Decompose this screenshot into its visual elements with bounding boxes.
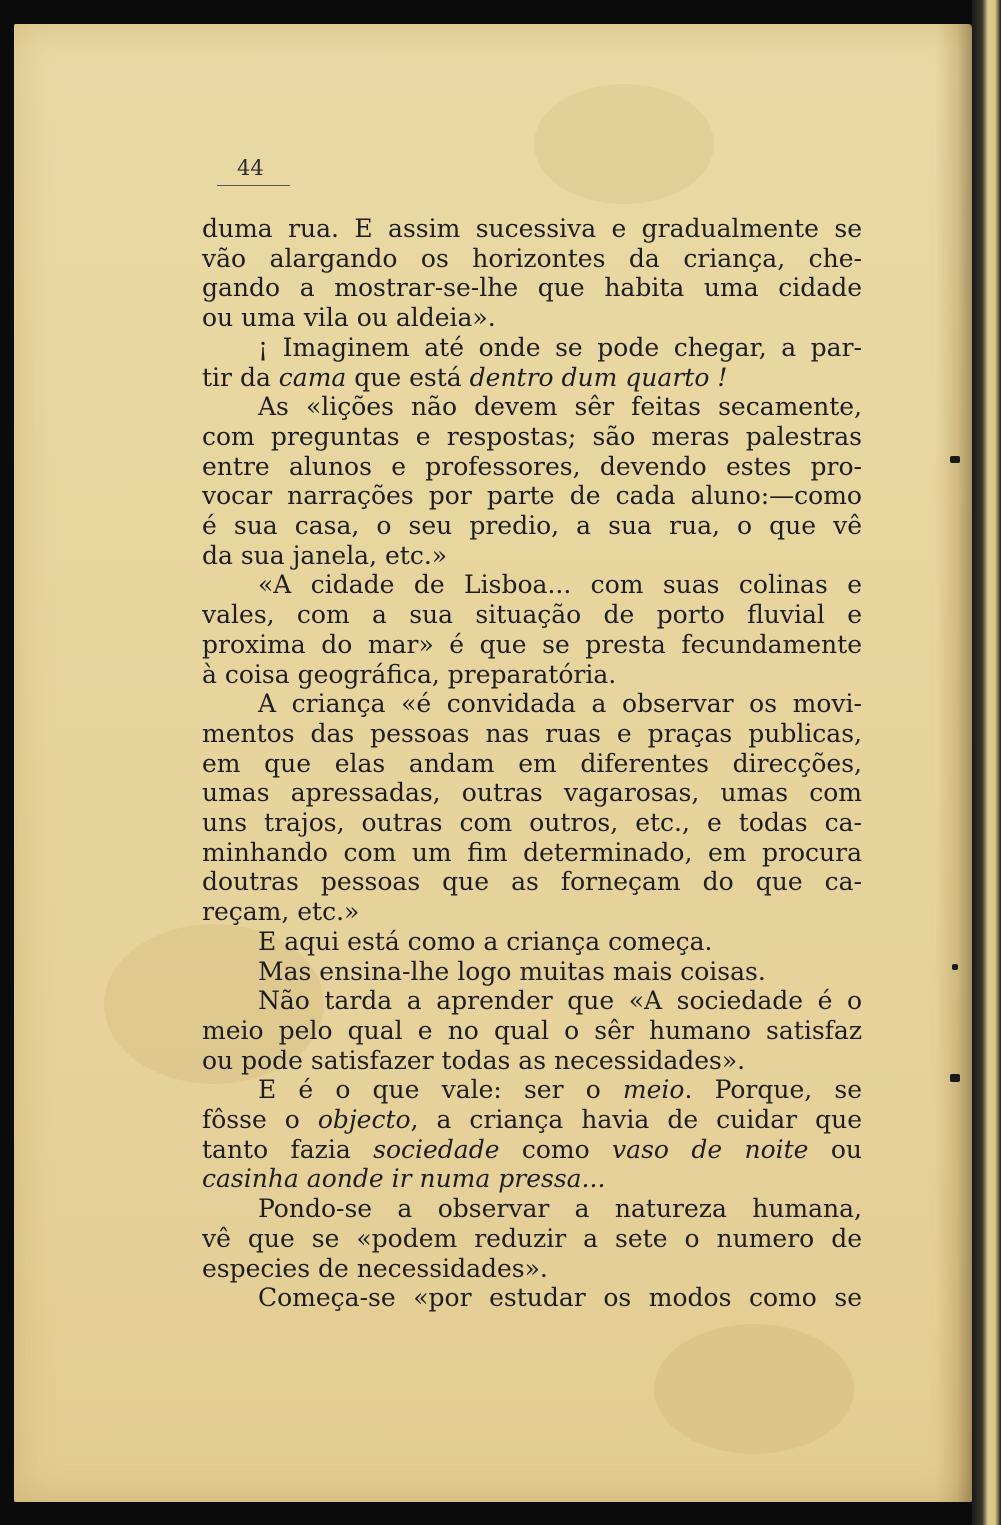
text-line — [202, 214, 862, 244]
italic-text-run: vaso de noite — [612, 1134, 809, 1164]
text-run: tanto fazia — [202, 1134, 374, 1164]
text-line — [202, 363, 862, 393]
body-text — [14, 24, 972, 1502]
text-run: com preguntas e respostas; são meras palestras — [202, 421, 862, 451]
text-line — [202, 303, 862, 333]
text-run: meio pelo qual e no qual o sêr humano satisfaz — [202, 1015, 862, 1045]
text-run: à coisa geográfica, preparatória. — [202, 659, 617, 689]
text-line — [202, 838, 862, 868]
text-line — [202, 273, 862, 303]
text-line — [202, 452, 862, 482]
margin-ink-mark — [952, 964, 958, 970]
text-line — [258, 927, 862, 957]
text-run: gando a mostrar-se-lhe que habita uma cidade — [202, 273, 862, 303]
text-run: da sua janela, etc.» — [202, 540, 448, 570]
text-line — [202, 867, 862, 897]
text-line — [202, 719, 862, 749]
text-run: como — [499, 1134, 613, 1164]
text-run: A criança «é convidada a observar os movi- — [258, 689, 862, 719]
text-line — [258, 957, 862, 987]
italic-text-run: casinha aonde ir numa pressa... — [202, 1164, 606, 1194]
text-run: Mas ensina-lhe logo muitas mais coisas. — [258, 956, 766, 986]
text-line — [202, 897, 862, 927]
text-line — [202, 422, 862, 452]
text-run: . Porque, se — [684, 1075, 862, 1105]
text-line — [202, 660, 862, 690]
text-run: ¡ Imaginem até onde se pode chegar, a par- — [258, 332, 862, 362]
text-run: reçam, etc.» — [202, 897, 360, 927]
text-line — [258, 333, 862, 363]
text-line — [258, 986, 862, 1016]
text-line — [202, 511, 862, 541]
book-spine — [972, 0, 1001, 1525]
text-run: proxima do mar» é que se presta fecundamente — [202, 629, 862, 659]
text-line — [202, 1224, 862, 1254]
text-run: mentos das pessoas nas ruas e praças publicas, — [202, 718, 862, 748]
text-run: vales, com a sua situação de porto fluvial e — [202, 600, 862, 630]
page-number: 44 — [237, 156, 264, 180]
italic-text-run: meio — [622, 1075, 685, 1105]
text-run: ou uma vila ou aldeia». — [202, 303, 496, 333]
text-line — [258, 1283, 862, 1313]
text-run: umas apressadas, outras vagarosas, umas com — [202, 778, 862, 808]
text-line — [202, 1016, 862, 1046]
text-line — [202, 1046, 862, 1076]
text-run: As «lições não devem sêr feitas secamente, — [258, 392, 862, 422]
text-line — [202, 749, 862, 779]
text-run: ou — [808, 1134, 862, 1164]
text-run: minhando com um fim determinado, em procura — [202, 837, 862, 867]
paper-page — [14, 24, 972, 1502]
text-line — [202, 808, 862, 838]
text-run: vê que se «podem reduzir a sete o numero de — [202, 1223, 862, 1253]
text-run: em que elas andam em diferentes direcções, — [202, 748, 862, 778]
text-run: Começa-se «por estudar os modos como se — [258, 1283, 862, 1313]
text-run: «A cidade de Lisboa... com suas colinas e — [258, 570, 862, 600]
margin-ink-mark — [950, 1074, 960, 1082]
text-run: vão alargando os horizontes da criança, che- — [202, 243, 862, 273]
text-line — [202, 600, 862, 630]
text-line — [202, 481, 862, 511]
text-line — [258, 689, 862, 719]
text-line — [202, 1135, 862, 1165]
text-run: doutras pessoas que as forneçam do que ca- — [202, 867, 862, 897]
text-line — [258, 570, 862, 600]
text-line — [202, 630, 862, 660]
text-line — [202, 1164, 862, 1194]
text-run: uns trajos, outras com outros, etc., e todas ca- — [202, 808, 862, 837]
text-line — [258, 1194, 862, 1224]
text-run: duma rua. E assim sucessiva e gradualmente se — [202, 214, 862, 243]
text-run: , a criança havia de cuidar que — [410, 1105, 863, 1134]
italic-text-run: objecto — [317, 1105, 411, 1134]
text-line — [202, 778, 862, 808]
text-run: E aqui está como a criança começa. — [258, 926, 713, 956]
text-run: E é o que vale: ser o — [258, 1075, 623, 1105]
text-run: fôsse o — [202, 1105, 318, 1134]
text-run: especies de necessidades». — [202, 1253, 548, 1283]
text-line — [202, 1105, 862, 1135]
italic-text-run: cama — [278, 362, 347, 392]
text-line — [258, 1075, 862, 1105]
text-run: vocar narrações por parte de cada aluno:—como — [202, 481, 862, 511]
text-run: Pondo-se a observar a natureza humana, — [258, 1194, 862, 1224]
text-run: entre alunos e professores, devendo estes pro- — [202, 451, 862, 481]
text-line — [258, 392, 862, 422]
text-run: ou pode satisfazer todas as necessidades». — [202, 1045, 746, 1075]
text-run: Não tarda a aprender que «A sociedade é o — [258, 986, 862, 1016]
text-run: tir da — [202, 362, 279, 392]
italic-text-run: dentro dum quarto ! — [469, 362, 728, 392]
margin-ink-mark — [950, 456, 960, 463]
text-line — [202, 1254, 862, 1284]
text-line — [202, 541, 862, 571]
italic-text-run: sociedade — [373, 1134, 500, 1164]
text-line — [202, 244, 862, 274]
text-run: que está — [346, 362, 470, 392]
text-run: é sua casa, o seu predio, a sua rua, o que vê — [202, 511, 862, 540]
